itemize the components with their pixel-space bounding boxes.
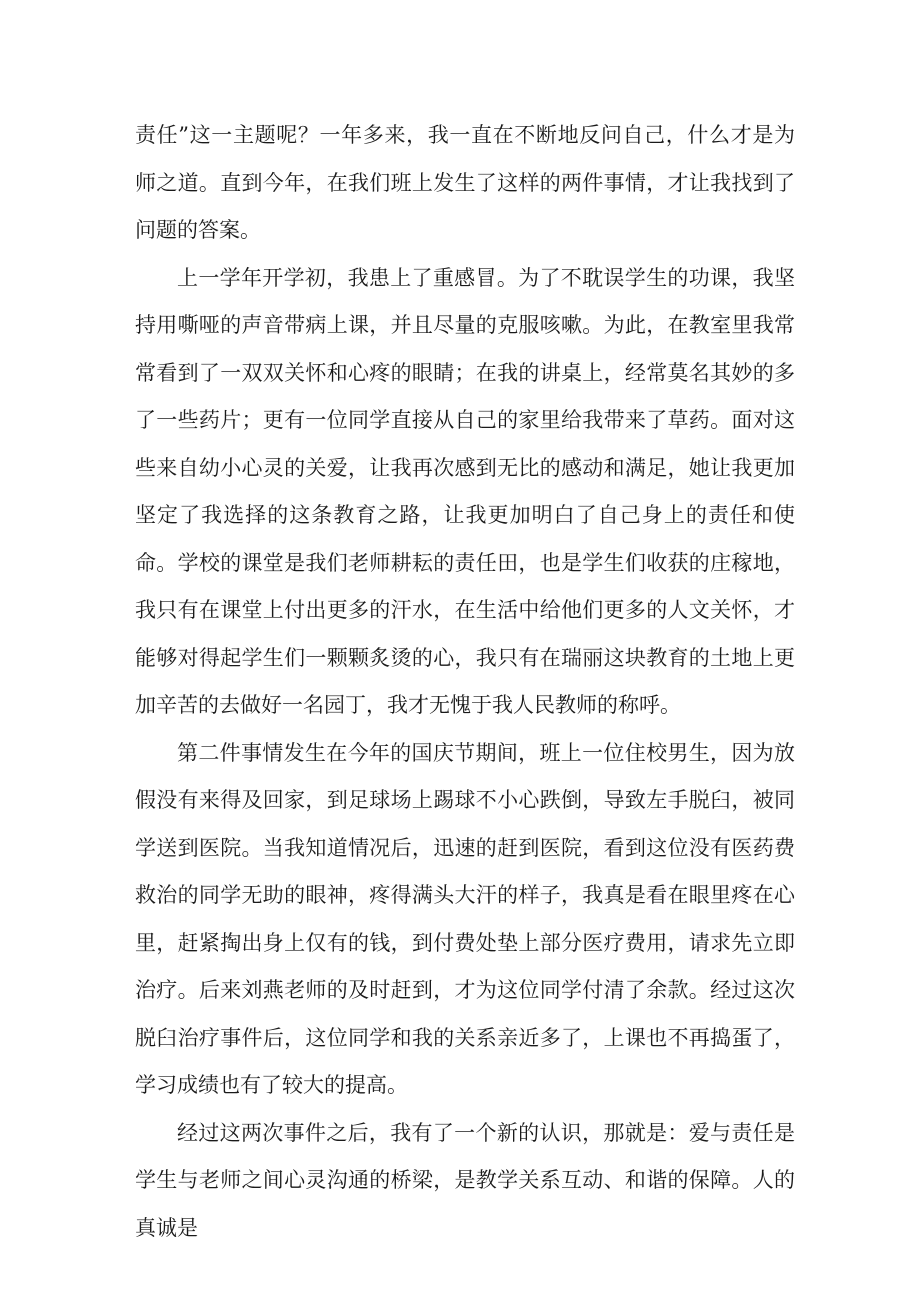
document-body (135, 112, 795, 1252)
paragraph-4: 经过这两次事件之后，我有了一个新的认识，那就是：爱与责任是学生与老师之间心灵沟通的桥梁，是教学关系互动、和谐的保障。人的真诚是 (135, 1120, 795, 1240)
paragraph-2: 上一学年开学初，我患上了重感冒。为了不耽误学生的功课，我坚持用嘶哑的声音带病上课，并且尽量的克服咳嗽。为此，在教室里我常常看到了一双双关怀和心疼的眼睛；在我的讲桌上，经常莫名其妙的多了一些药片；更有一位同学直接从自己的家里给我带来了草药。面对这些来自幼小心灵的关爱，让我再次感到无比的感动和满足，她让我更加坚定了我选择的这条教育之路，让我更加明白了自己身上的责任和使命。学校的课堂是我们老师耕耘的责任田，也是学生们收获的庄稼地，我只有在课堂上付出更多的汗水，在生活中给他们更多的人文关怀，才能够对得起学生们一颗颗炙烫的心，我只有在瑞丽这块教育的土地上更加辛苦的去做好一名园丁，我才无愧于我人民教师的称呼。 (135, 265, 795, 717)
paragraph-1: 责任”这一主题呢？一年多来，我一直在不断地反问自己，什么才是为师之道。直到今年，在我们班上发生了这样的两件事情，才让我找到了问题的答案。 (135, 123, 795, 242)
paragraph-3: 第二件事情发生在今年的国庆节期间，班上一位住校男生，因为放假没有来得及回家，到足球场上踢球不小心跌倒，导致左手脱臼，被同学送到医院。当我知道情况后，迅速的赶到医院，看到这位没有医药费救治的同学无助的眼神，疼得满头大汗的样子，我真是看在眼里疼在心里，赶紧掏出身上仅有的钱，到付费处垫上部分医疗费用，请求先立即治疗。后来刘燕老师的及时赶到，才为这位同学付清了余款。经过这次脱臼治疗事件后，这位同学和我的关系亲近多了，上课也不再捣蛋了，学习成绩也有了较大的提高。 (135, 740, 795, 1097)
